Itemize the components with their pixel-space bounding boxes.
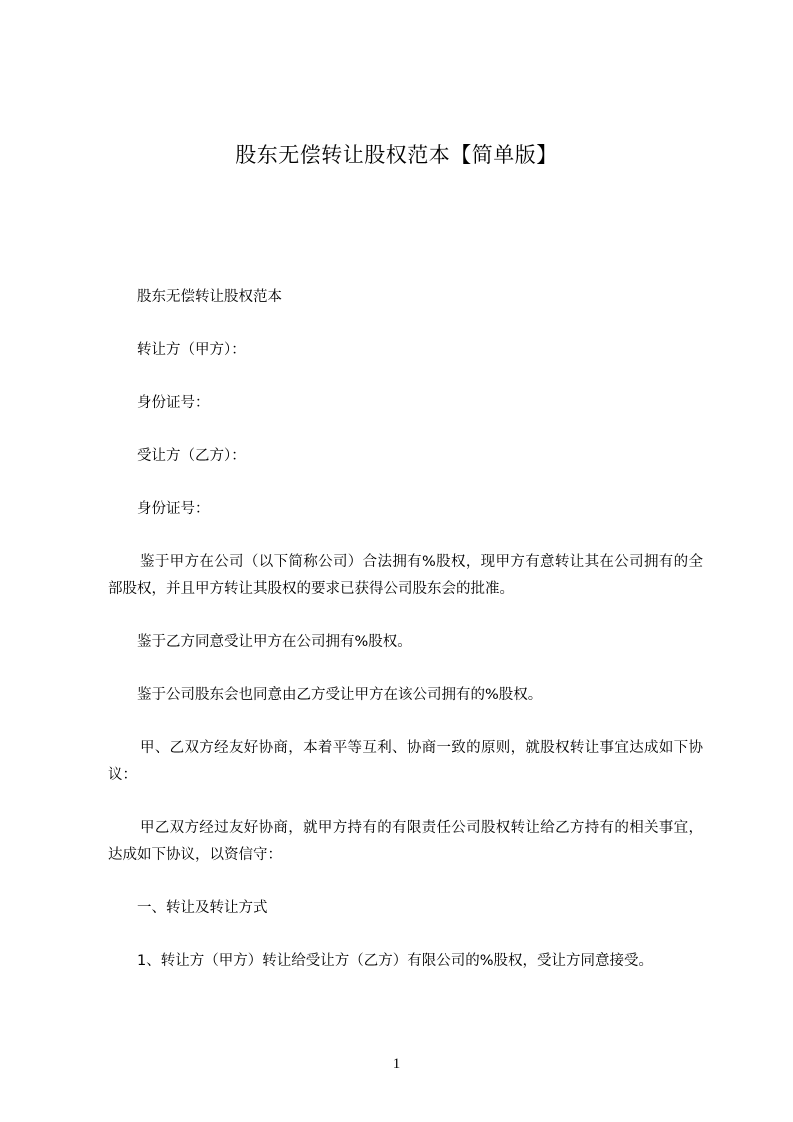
paragraph-negotiation: 甲、乙双方经友好协商，本着平等互利、协商一致的原则，就股权转让事宜达成如下协议： <box>108 740 703 783</box>
section-heading-1: 一、转让及转让方式 <box>137 900 268 916</box>
clause-1: 1、转让方（甲方）转让给受让方（乙方）有限公司的%股权，受让方同意接受。 <box>137 953 654 969</box>
paragraph-transferor-id: 身份证号： <box>137 395 210 411</box>
paragraph-agreement: 甲乙双方经过友好协商，就甲方持有的有限责任公司股权转让给乙方持有的相关事宜，达成如下协议，以资信守： <box>108 820 703 863</box>
paragraph-whereas-2: 鉴于乙方同意受让甲方在公司拥有%股权。 <box>137 634 412 650</box>
paragraph-whereas-3: 鉴于公司股东会也同意由乙方受让甲方在该公司拥有的%股权。 <box>137 687 543 703</box>
paragraph-transferee: 受让方（乙方）： <box>137 448 246 464</box>
paragraph-whereas-1: 鉴于甲方在公司（以下简称公司）合法拥有%股权，现甲方有意转让其在公司拥有的全部股权，并且甲方转让其股权的要求已获得公司股东会的批准。 <box>108 554 703 597</box>
page-number: 1 <box>392 1056 401 1072</box>
paragraph-heading: 股东无偿转让股权范本 <box>137 289 282 305</box>
document-body <box>108 284 703 1001</box>
paragraph-transferor: 转让方（甲方）： <box>137 342 246 358</box>
paragraph-transferee-id: 身份证号： <box>137 501 210 517</box>
document-title: 股东无偿转让股权范本【简单版】 <box>235 143 558 167</box>
